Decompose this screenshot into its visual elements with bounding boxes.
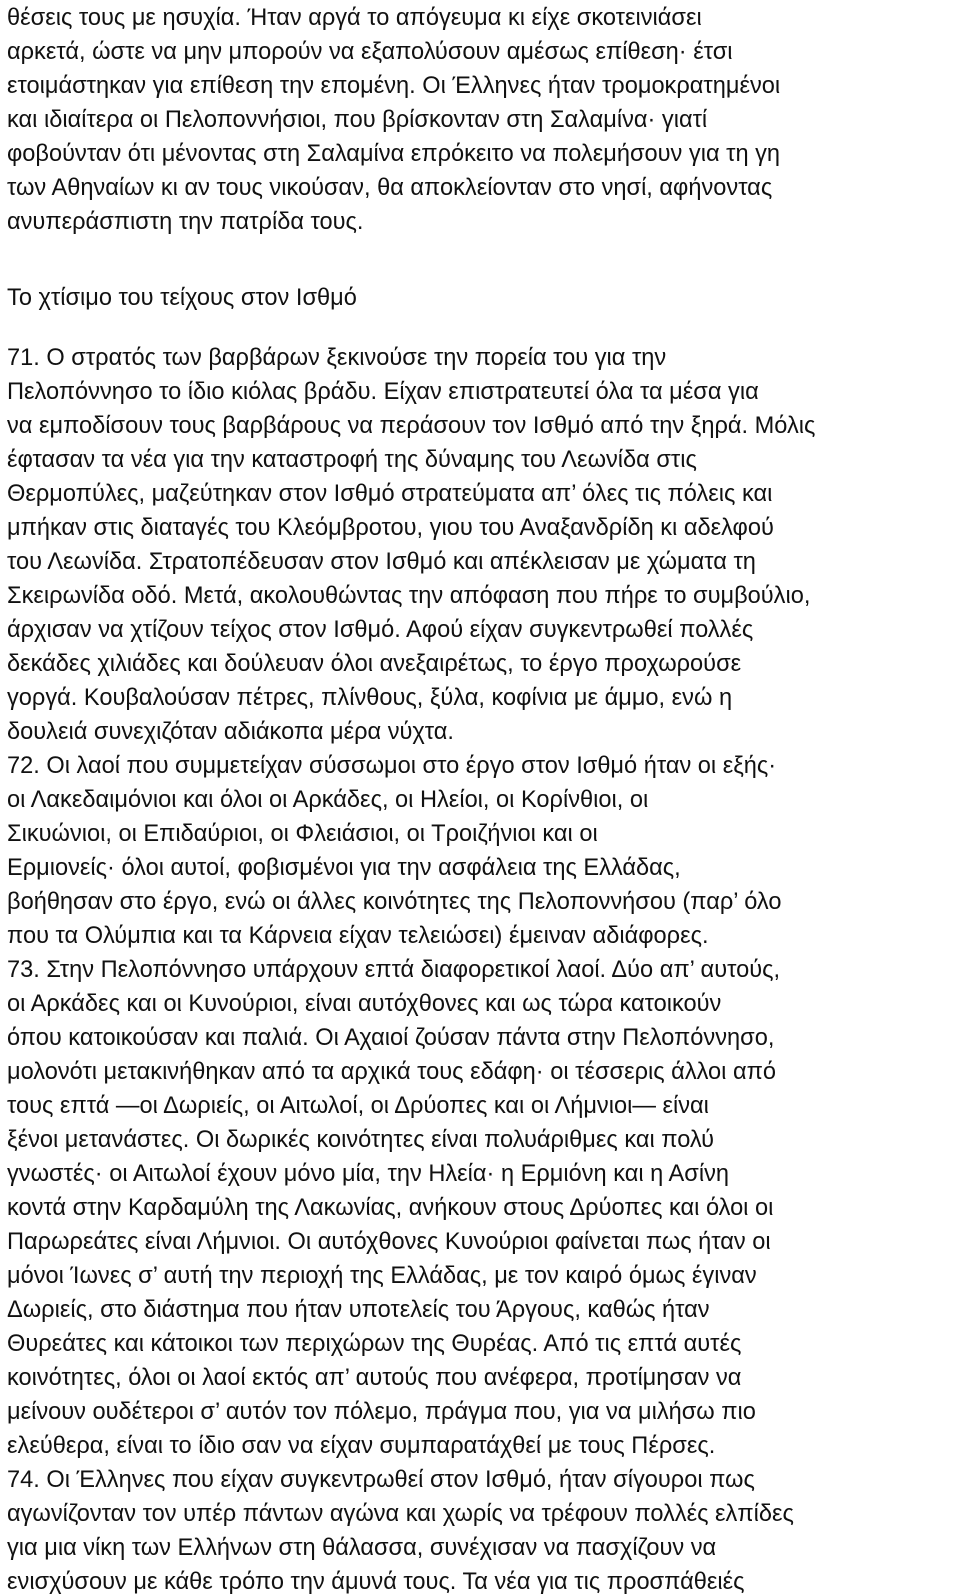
text-line: Θερμοπύλες, μαζεύτηκαν στον Ισθμό στρατεύματα απ’ όλες τις πόλεις και: [7, 481, 773, 507]
text-line: ξένοι μετανάστες. Οι δωρικές κοινότητες είναι πολυάριθμες και πολύ: [7, 1127, 715, 1153]
text-line: γνωστές· οι Αιτωλοί έχουν μόνο μία, την Ηλεία· η Ερμιόνη και η Ασίνη: [7, 1161, 730, 1187]
text-line: γοργά. Κουβαλούσαν πέτρες, πλίνθους, ξύλα, κοφίνια με άμμο, ενώ η: [7, 685, 733, 711]
text-line: των Αθηναίων κι αν τους νικούσαν, θα αποκλείονταν στο νησί, αφήνοντας: [7, 175, 773, 201]
text-line: θέσεις τους με ησυχία. Ήταν αργά το απόγευμα κι είχε σκοτεινιάσει: [7, 5, 702, 31]
text-line: άρχισαν να χτίζουν τείχος στον Ισθμό. Αφού είχαν συγκεντρωθεί πολλές: [7, 617, 754, 643]
text-line: τους επτά —οι Δωριείς, οι Αιτωλοί, οι Δρύοπες και οι Λήμνιοι— είναι: [7, 1093, 709, 1119]
text-line: Δωριείς, στο διάστημα που ήταν υποτελείς του Άργους, καθώς ήταν: [7, 1297, 710, 1323]
text-line: οι Αρκάδες και οι Κυνούριοι, είναι αυτόχθονες και ως τώρα κατοικούν: [7, 991, 722, 1017]
text-line: αρκετά, ώστε να μην μπορούν να εξαπολύσουν αμέσως επίθεση· έτσι: [7, 39, 733, 65]
text-line: δεκάδες χιλιάδες και δούλευαν όλοι ανεξαιρέτως, το έργο προχωρούσε: [7, 651, 742, 677]
text-line: δουλειά συνεχιζόταν αδιάκοπα μέρα νύχτα.: [7, 719, 454, 745]
text-line: Θυρεάτες και κάτοικοι των περιχώρων της Θυρέας. Από τις επτά αυτές: [7, 1331, 742, 1357]
text-line: να εμποδίσουν τους βαρβάρους να περάσουν τον Ισθμό από την ξηρά. Μόλις: [7, 413, 816, 439]
text-line: μολονότι μετακινήθηκαν από τα αρχικά τους εδάφη· οι τέσσερις άλλοι από: [7, 1059, 777, 1085]
text-line: βοήθησαν στο έργο, ενώ οι άλλες κοινότητες της Πελοποννήσου (παρ’ όλο: [7, 889, 782, 915]
text-line: μείνουν ουδέτεροι σ’ αυτόν τον πόλεμο, πράγμα που, για να μιλήσω πιο: [7, 1399, 756, 1425]
text-line: φοβούνταν ότι μένοντας στη Σαλαμίνα επρόκειτο να πολεμήσουν για τη γη: [7, 141, 781, 167]
section-heading: Το χτίσιμο του τείχους στον Ισθμό: [7, 285, 357, 311]
text-line: όπου κατοικούσαν και παλιά. Οι Αχαιοί ζούσαν πάντα στην Πελοπόννησο,: [7, 1025, 775, 1051]
text-line: για μια νίκη των Ελλήνων στη θάλασσα, συνέχισαν να πασχίζουν να: [7, 1535, 717, 1561]
text-line: 71. Ο στρατός των βαρβάρων ξεκινούσε την πορεία του για την: [7, 345, 667, 371]
text-line: Παρωρεάτες είναι Λήμνιοι. Οι αυτόχθονες Κυνούριοι φαίνεται πως ήταν οι: [7, 1229, 771, 1255]
text-line: οι Λακεδαιμόνιοι και όλοι οι Αρκάδες, οι Ηλείοι, οι Κορίνθιοι, οι: [7, 787, 649, 813]
text-line: αγωνίζονταν τον υπέρ πάντων αγώνα και χωρίς να τρέφουν πολλές ελπίδες: [7, 1501, 794, 1527]
text-line: 72. Οι λαοί που συμμετείχαν σύσσωμοι στο έργο στον Ισθμό ήταν οι εξής·: [7, 753, 777, 779]
text-line: ενισχύσουν με κάθε τρόπο την άμυνά τους. Τα νέα για τις προσπάθειές: [7, 1569, 745, 1595]
text-line: Σκειρωνίδα οδό. Μετά, ακολουθώντας την απόφαση που πήρε το συμβούλιο,: [7, 583, 811, 609]
text-line: 73. Στην Πελοπόννησο υπάρχουν επτά διαφορετικοί λαοί. Δύο απ’ αυτούς,: [7, 957, 781, 983]
text-line: Σικυώνιοι, οι Επιδαύριοι, οι Φλειάσιοι, οι Τροιζήνιοι και οι: [7, 821, 598, 847]
text-line: Πελοπόννησο το ίδιο κιόλας βράδυ. Είχαν επιστρατευτεί όλα τα μέσα για: [7, 379, 759, 405]
text-line: που τα Ολύμπια και τα Κάρνεια είχαν τελειώσει) έμειναν αδιάφορες.: [7, 923, 709, 949]
text-line: 74. Οι Έλληνες που είχαν συγκεντρωθεί στον Ισθμό, ήταν σίγουροι πως: [7, 1467, 755, 1493]
text-line: κοινότητες, όλοι οι λαοί εκτός απ’ αυτούς που ανέφερα, προτίμησαν να: [7, 1365, 742, 1391]
text-line: και ιδιαίτερα οι Πελοποννήσιοι, που βρίσκονταν στη Σαλαμίνα· γιατί: [7, 107, 708, 133]
text-line: έφτασαν τα νέα για την καταστροφή της δύναμης του Λεωνίδα στις: [7, 447, 697, 473]
text-line: ελεύθερα, είναι το ίδιο σαν να είχαν συμπαρατάχθεί με τους Πέρσες.: [7, 1433, 716, 1459]
text-line: ανυπεράσπιστη την πατρίδα τους.: [7, 209, 364, 235]
text-line: μόνοι Ίωνες σ’ αυτή την περιοχή της Ελλάδας, με τον καιρό όμως έγιναν: [7, 1263, 757, 1289]
text-line: κοντά στην Καρδαμύλη της Λακωνίας, ανήκουν στους Δρύοπες και όλοι οι: [7, 1195, 774, 1221]
text-line: Ερμιονείς· όλοι αυτοί, φοβισμένοι για την ασφάλεια της Ελλάδας,: [7, 855, 681, 881]
text-line: μπήκαν στις διαταγές του Κλεόμβροτου, γιου του Αναξανδρίδη κι αδελφού: [7, 515, 774, 541]
text-line: του Λεωνίδα. Στρατοπέδευσαν στον Ισθμό και απέκλεισαν με χώματα τη: [7, 549, 756, 575]
text-line: ετοιμάστηκαν για επίθεση την επομένη. Οι Έλληνες ήταν τρομοκρατημένοι: [7, 73, 781, 99]
